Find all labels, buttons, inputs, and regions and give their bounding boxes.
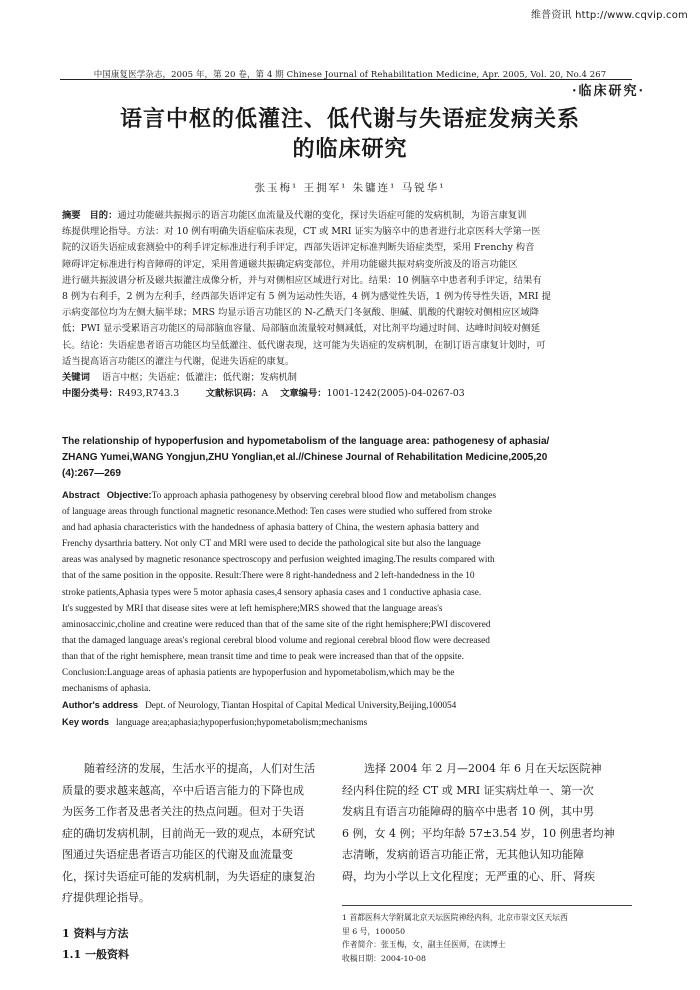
- abstract-line: 院的汉语失语症成套测验中的利手评定标准进行利手评定，西部失语评定标准判断失语症类型，采用 Frenchy 构音: [62, 242, 535, 254]
- watermark: 维普资讯 http://www.cqvip.com: [530, 10, 688, 21]
- abstract-en-line: than that of the right hemisphere, mean transit time and time to peak were increased than that of the oppsite.: [62, 651, 464, 662]
- abstract-en-line: that the damaged language areas's regional cerebral blood volume and regional cerebral blood flow were decreased: [62, 635, 490, 646]
- header-rule: [60, 79, 632, 80]
- running-header: 中国康复医学杂志，2005 年，第 20 卷，第 4 期 Chinese Journal of Rehabilitation Medicine, Apr. 2005, Vol. 20, No.4 267: [93, 70, 607, 80]
- abstract-line: 低；PWI 显示受累语言功能区的局部脑血容量、局部脑血流量较对侧减低，对比剂平均通过时间、达峰时间较对侧延: [62, 323, 540, 335]
- body-line: 随着经济的发展，生活水平的提高，人们对生活: [84, 762, 315, 775]
- address-label: Author's address: [62, 700, 139, 711]
- abstract-en: [62, 487, 630, 731]
- abstract-line: 示病变部位均为左侧大脑半球；MRS 均显示语言功能区的 N-乙酰天门冬氨酸、胆碱、肌酸的代谢较对侧相应区域降: [62, 307, 540, 319]
- title-line-2: 的临床研究: [292, 136, 408, 162]
- body-line: 疗提供理论指导。: [62, 891, 150, 904]
- abstract-en-line: of language areas through functional magnetic resonance.Method: Ten cases were studied who suffered from stroke: [62, 507, 492, 518]
- abstract-line: 8 例为右利手，2 例为左利手，经西部失语评定有 5 例为运动性失语，4 例为感觉性失语，1 例为传导性失语，MRI 提: [62, 291, 551, 303]
- english-title-line: The relationship of hypoperfusion and hypometabolism of the language area: pathogenesy of aphasia/: [62, 436, 550, 447]
- section-heading: 1 资料与方法: [62, 926, 129, 940]
- footnote-line: 收稿日期：2004-10-08: [342, 953, 426, 963]
- address-value: Dept. of Neurology, Tiantan Hospital of Capital Medical University,Beijing,100054: [145, 701, 457, 712]
- footnote-line: 作者简介：张玉梅，女，副主任医师，在读博士: [342, 940, 506, 949]
- page-title: [50, 104, 650, 164]
- keywords-zh: [62, 370, 630, 386]
- body-line: 化，探讨失语症可能的发病机制，为失语症的康复治: [62, 869, 315, 883]
- abstract-line: 障碍评定标准进行构音障碍的评定，采用普通磁共振确定病变部位，并用功能磁共振对病变所波及的语言功能区: [62, 258, 518, 270]
- article-no-value: 1001-1242(2005)-04-0267-03: [326, 388, 465, 400]
- abstract-line: 通过功能磁共振揭示的语言功能区血流量及代谢的变化，探讨失语症可能的发病机制，为语言康复训: [117, 210, 527, 221]
- subsection-heading: 1.1 一般资料: [62, 948, 129, 961]
- keywords-en: [62, 714, 630, 731]
- clc-value: R493,R743.3: [117, 388, 180, 400]
- clc-label: 中图分类号：: [62, 388, 118, 400]
- body-line: 志清晰，发病前语言功能正常，无其他认知功能障: [342, 848, 584, 861]
- body-line: 6 例，女 4 例；平均年龄 57±3.54 岁，10 例患者均神: [342, 826, 615, 840]
- classification-line: [62, 386, 630, 402]
- body-line: 为医务工作者及患者关注的热点问题。但对于失语: [62, 805, 304, 818]
- authors: 张玉梅¹ 王拥军¹ 朱镛连¹ 马锐华¹: [254, 182, 446, 194]
- body-right-column: [342, 758, 632, 887]
- abstract-en-line: that of the same position in the opposite. Result:There were 8 right-handedness and 2 left-handedness in the 10: [62, 571, 475, 582]
- abstract-line: 进行磁共振波谱分析及磁共振灌注成像分析，并与对侧相应区域进行对比。结果：10 例脑卒中患者利手评定，结果有: [62, 274, 542, 286]
- body-line: 质量的要求越来越高，卒中后语言能力的下降也成: [62, 783, 304, 797]
- body-left-column: [62, 758, 332, 966]
- keywords-en-value: language area;aphasia;hypoperfusion;hypometabolism;mechanisms: [116, 718, 368, 729]
- keywords-en-label: Key words: [62, 717, 110, 728]
- abstract-line: 适当提高语言功能区的灌注与代谢，促进失语症的康复。: [62, 355, 295, 367]
- objective-en-label: Objective:: [106, 490, 152, 500]
- section-tag: ·临床研究·: [571, 84, 645, 99]
- english-title-line: ZHANG Yumei,WANG Yongjun,ZHU Yonglian,et al.//Chinese Journal of Rehabilitation Medicine,2005,20: [62, 452, 548, 463]
- abstract-en-line: and had aphasia characteristics with the handedness of aphasia battery of China, the western aphasia battery and: [62, 523, 479, 534]
- abstract-en-line: Frenchy dysarthria battery. Not only CT and MRI were used to decide the pathological site but also the language: [62, 539, 481, 550]
- doc-code-label: 文献标识码：: [205, 388, 262, 400]
- abstract-en-label: Abstract: [62, 490, 100, 500]
- keywords-label: 关键词: [62, 372, 90, 384]
- abstract-en-line: stroke patients,Aphasia types were 5 motor aphasia cases,4 sensory aphasia cases and 1 conductive aphasia case.: [62, 587, 482, 598]
- title-line-1: 语言中枢的低灌注、低代谢与失语症发病关系: [119, 106, 580, 132]
- body-line: 碍，均为小学以上文化程度；无严重的心、肝、肾疾: [342, 869, 595, 883]
- english-title: [62, 434, 630, 482]
- body-line: 图通过失语症患者语言功能区的代谢及血流量变: [62, 848, 293, 861]
- abstract-en-line: areas was analysed by magnetic resonance spectroscopy and perfusion weighted imaging.The results compared with: [62, 555, 495, 566]
- footnote-line: 里 6 号，100050: [342, 926, 406, 936]
- article-no-label: 文章编号：: [280, 388, 327, 400]
- body-line: 发病且有语言功能障碍的脑卒中患者 10 例，其中男: [342, 805, 594, 818]
- abstract-en-line: It's suggested by MRI that disease sites were at left hemisphere;MRS showed that the language areas's: [62, 603, 443, 614]
- body-line: 经内科住院的经 CT 或 MRI 证实病灶单一、第一次: [342, 783, 594, 797]
- footnotes: [342, 911, 632, 965]
- abstract-zh: [62, 208, 630, 402]
- abstract-line: 长。结论：失语症患者语言功能区均呈低灌注、低代谢表现，这可能为失语症的发病机制，在制订语言康复计划时，可: [62, 339, 546, 351]
- doc-code-value: A: [261, 388, 269, 400]
- abstract-en-line: Conclusion:Language areas of aphasia patients are hypoperfusion and hypometabolism,which may be the: [62, 668, 455, 679]
- objective-label: 目的：: [89, 210, 118, 221]
- abstract-en-line: mechanisms of aphasia.: [62, 684, 151, 695]
- abstract-en-line: aminosaccinic,choline and creatine were reduced than that of the same site of the right hemisphere;PWI discovered: [62, 619, 491, 630]
- body-line: 选择 2004 年 2 月—2004 年 6 月在天坛医院神: [364, 762, 602, 775]
- body-line: 症的确切发病机制，目前尚无一致的观点，本研究试: [62, 826, 315, 840]
- abstract-line: 练提供理论指导。方法：对 10 例有明确失语症临床表现，CT 或 MRI 证实为脑卒中的患者进行北京医科大学第一医: [62, 226, 541, 238]
- english-title-line: (4):267—269: [62, 468, 121, 479]
- abstract-en-line: To approach aphasia pathogenesy by observing cerebral blood flow and metabolism changes: [151, 491, 497, 501]
- keywords-value: 语言中枢；失语症；低灌注；低代谢；发病机制: [101, 372, 297, 384]
- footnote-line: 1 首都医科大学附属北京天坛医院神经内科，北京市崇文区天坛西: [342, 913, 568, 922]
- abstract-label: 摘要: [62, 210, 81, 221]
- author-address: [62, 697, 630, 714]
- footnote-rule: [342, 905, 632, 906]
